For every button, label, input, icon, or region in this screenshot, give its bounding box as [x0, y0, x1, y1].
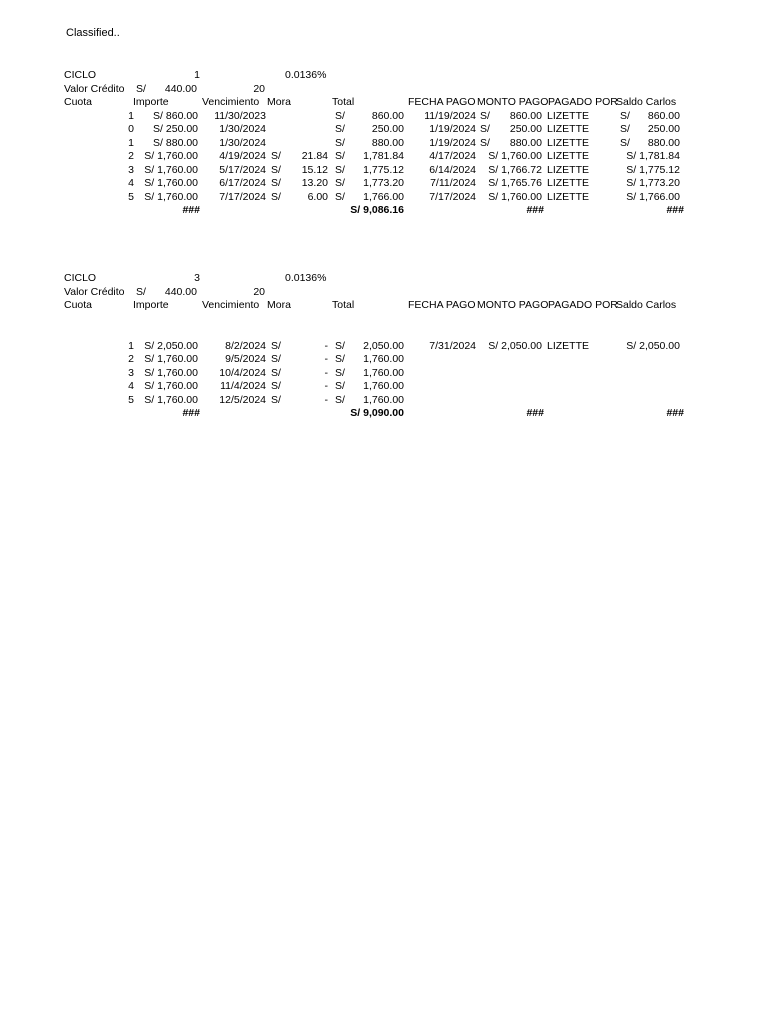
ciclo-value: 1: [194, 69, 200, 81]
cell-mora-cur: S/: [271, 163, 281, 176]
column-header: Total: [332, 96, 355, 108]
cell-total-cur: S/: [335, 393, 345, 406]
cell-monto-cur: S/: [480, 109, 490, 122]
column-header: MONTO PAGO: [477, 96, 549, 108]
column-header: Importe: [133, 96, 169, 108]
cell-fecha: 4/17/2024: [429, 150, 476, 162]
total-importe: ###: [182, 204, 200, 216]
cell-importe: S/ 1,760.00: [144, 190, 198, 203]
cell-mora-cur: S/: [271, 177, 281, 189]
cell-saldo: 880.00: [647, 136, 680, 149]
ciclo-label: CICLO: [64, 272, 97, 284]
cell-total: 1,775.12: [363, 163, 404, 176]
total-monto: ###: [526, 204, 544, 216]
cell-total: 860.00: [371, 109, 404, 122]
cell-importe: S/ 1,760.00: [144, 163, 198, 176]
valor-currency: S/: [136, 82, 146, 95]
cell-saldo: 860.00: [647, 109, 680, 122]
cell-monto-cur: S/: [480, 123, 490, 135]
cell-mora: -: [324, 339, 328, 352]
cell-venc: 11/4/2024: [220, 380, 266, 392]
cell-importe: S/ 250.00: [153, 123, 198, 135]
cell-importe: S/ 1,760.00: [144, 380, 198, 392]
cell-fecha: 6/14/2024: [429, 163, 476, 176]
cell-pagado: LIZETTE: [547, 136, 590, 149]
cell-total: 1,760.00: [363, 393, 404, 406]
column-header: FECHA PAGO: [408, 96, 476, 108]
cell-pagado: LIZETTE: [547, 177, 590, 189]
cell-mora: -: [324, 393, 328, 406]
cell-total-cur: S/: [335, 190, 345, 203]
ciclo-label: CICLO: [64, 69, 97, 81]
total-amount: S/ 9,090.00: [350, 407, 404, 419]
cell-saldo: S/ 1,773.20: [626, 177, 680, 189]
cell-importe: S/ 1,760.00: [144, 393, 198, 406]
column-header: PAGADO POR: [548, 96, 618, 108]
cell-mora-cur: S/: [271, 393, 281, 406]
cell-importe: S/ 880.00: [153, 136, 198, 149]
cell-saldo-cur: S/: [620, 136, 630, 149]
cell-monto: S/ 1,760.00: [488, 150, 542, 162]
cell-mora-cur: S/: [271, 339, 281, 352]
valor-credito-label: Valor Crédito: [64, 82, 125, 95]
cell-cuota: 5: [128, 190, 134, 203]
cell-mora: 21.84: [301, 150, 328, 162]
cell-mora-cur: S/: [271, 190, 281, 203]
cell-total: 1,760.00: [363, 366, 404, 379]
valor-extra: 20: [253, 82, 265, 95]
cell-monto-cur: S/: [480, 136, 490, 149]
cell-cuota: 4: [128, 380, 134, 392]
cell-total: 1,760.00: [363, 380, 404, 392]
cell-mora: -: [324, 366, 328, 379]
column-header: Vencimiento: [202, 96, 260, 108]
cell-total: 1,766.00: [363, 190, 404, 203]
column-header: Mora: [267, 299, 291, 311]
cell-mora-cur: S/: [271, 380, 281, 392]
cell-saldo: S/ 1,781.84: [626, 150, 680, 162]
cell-monto: 250.00: [509, 123, 542, 135]
interest-rate: 0.0136%: [285, 272, 327, 284]
cell-pagado: LIZETTE: [547, 190, 590, 203]
valor-currency: S/: [136, 285, 146, 298]
cell-fecha: 1/19/2024: [429, 123, 476, 135]
cell-total: 1,781.84: [363, 150, 404, 162]
cell-monto: S/ 1,765.76: [488, 177, 542, 189]
cell-total: 250.00: [371, 123, 404, 135]
cell-importe: S/ 1,760.00: [144, 150, 198, 162]
cell-cuota: 4: [128, 177, 134, 189]
cell-total-cur: S/: [335, 177, 345, 189]
cell-venc: 9/5/2024: [225, 353, 266, 365]
column-header: Mora: [267, 96, 291, 108]
cell-importe: S/ 1,760.00: [144, 353, 198, 365]
cell-venc: 6/17/2024: [219, 177, 266, 189]
cell-venc: 10/4/2024: [219, 366, 266, 379]
cell-mora: 6.00: [307, 190, 328, 203]
cell-pagado: LIZETTE: [547, 123, 590, 135]
cell-fecha: 1/19/2024: [429, 136, 476, 149]
column-header: Saldo Carlos: [616, 299, 677, 311]
valor-amount: 440.00: [164, 82, 197, 95]
total-monto: ###: [526, 407, 544, 419]
cell-monto: 880.00: [509, 136, 542, 149]
column-header: Importe: [133, 299, 169, 311]
cell-venc: 4/19/2024: [219, 150, 266, 162]
total-saldo: ###: [666, 407, 684, 419]
cell-total: 880.00: [371, 136, 404, 149]
cell-mora-cur: S/: [271, 150, 281, 162]
cell-total-cur: S/: [335, 353, 345, 365]
column-header: Cuota: [64, 96, 93, 108]
cell-total: 1,760.00: [363, 353, 404, 365]
cell-monto: S/ 1,766.72: [488, 163, 542, 176]
column-header: PAGADO POR: [548, 299, 618, 311]
cell-mora-cur: S/: [271, 353, 281, 365]
cell-venc: 1/30/2024: [219, 136, 266, 149]
cell-saldo-cur: S/: [620, 123, 630, 135]
cell-total: 2,050.00: [363, 339, 404, 352]
column-header: MONTO PAGO: [477, 299, 549, 311]
cell-pagado: LIZETTE: [547, 163, 590, 176]
cell-venc: 1/30/2024: [219, 123, 266, 135]
cell-total-cur: S/: [335, 366, 345, 379]
column-header: Total: [332, 299, 355, 311]
cell-venc: 8/2/2024: [225, 339, 266, 352]
cell-cuota: 5: [128, 393, 134, 406]
cell-venc: 5/17/2024: [219, 163, 266, 176]
cell-mora: 13.20: [301, 177, 328, 189]
cell-mora-cur: S/: [271, 366, 281, 379]
column-header: Saldo Carlos: [616, 96, 677, 108]
cell-cuota: 2: [128, 150, 134, 162]
cell-fecha: 11/19/2024: [424, 109, 476, 122]
cell-monto: 860.00: [509, 109, 542, 122]
cell-mora: -: [324, 353, 328, 365]
total-amount: S/ 9,086.16: [350, 204, 404, 216]
column-header: Cuota: [64, 299, 93, 311]
cell-venc: 11/30/2023: [214, 109, 266, 122]
cell-venc: 12/5/2024: [219, 393, 266, 406]
cell-total-cur: S/: [335, 380, 345, 392]
cell-total-cur: S/: [335, 136, 345, 149]
column-header: Vencimiento: [202, 299, 260, 311]
cell-fecha: 7/11/2024: [430, 177, 476, 189]
interest-rate: 0.0136%: [285, 69, 327, 81]
cell-saldo: S/ 2,050.00: [626, 339, 680, 352]
cell-cuota: 1: [128, 339, 134, 352]
cell-importe: S/ 2,050.00: [144, 339, 198, 352]
cell-importe: S/ 1,760.00: [144, 177, 198, 189]
cell-monto: S/ 1,760.00: [488, 190, 542, 203]
cell-saldo: S/ 1,766.00: [626, 190, 680, 203]
cell-importe: S/ 860.00: [153, 109, 198, 122]
cell-venc: 7/17/2024: [219, 190, 266, 203]
total-saldo: ###: [666, 204, 684, 216]
valor-amount: 440.00: [164, 285, 197, 298]
classification-label: Classified..: [66, 27, 120, 39]
cell-monto: S/ 2,050.00: [488, 339, 542, 352]
cell-cuota: 3: [128, 366, 134, 379]
cell-fecha: 7/17/2024: [429, 190, 476, 203]
cell-pagado: LIZETTE: [547, 109, 590, 122]
cell-fecha: 7/31/2024: [429, 339, 476, 352]
cell-total-cur: S/: [335, 339, 345, 352]
valor-credito-label: Valor Crédito: [64, 285, 125, 298]
cell-total: 1,773.20: [363, 177, 404, 189]
cell-importe: S/ 1,760.00: [144, 366, 198, 379]
total-importe: ###: [182, 407, 200, 419]
cell-total-cur: S/: [335, 109, 345, 122]
cell-cuota: 0: [128, 123, 134, 135]
cell-mora: -: [324, 380, 328, 392]
cell-cuota: 1: [128, 136, 134, 149]
valor-extra: 20: [253, 285, 265, 298]
column-header: FECHA PAGO: [408, 299, 476, 311]
cell-saldo: 250.00: [647, 123, 680, 135]
cell-cuota: 3: [128, 163, 134, 176]
cell-cuota: 2: [128, 353, 134, 365]
cell-cuota: 1: [128, 109, 134, 122]
cell-total-cur: S/: [335, 123, 345, 135]
cell-saldo: S/ 1,775.12: [626, 163, 680, 176]
cell-saldo-cur: S/: [620, 109, 630, 122]
cell-pagado: LIZETTE: [547, 150, 590, 162]
ciclo-value: 3: [194, 272, 200, 284]
cell-pagado: LIZETTE: [547, 339, 590, 352]
cell-total-cur: S/: [335, 163, 345, 176]
cell-total-cur: S/: [335, 150, 345, 162]
cell-mora: 15.12: [301, 163, 328, 176]
